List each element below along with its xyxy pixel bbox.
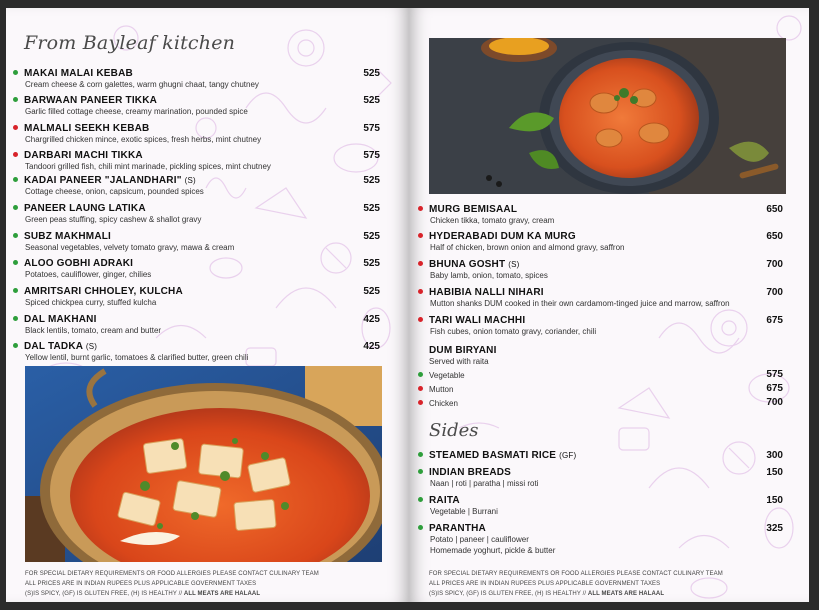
veg-indicator-icon (13, 260, 18, 265)
dish-price: 700 (766, 287, 783, 298)
legend-note: (S)IS SPICY, (GF) IS GLUTEN FREE, (H) IS HEALTHY // ALL MEATS ARE HALAAL (429, 591, 665, 597)
legend-note: (S)IS SPICY, (GF) IS GLUTEN FREE, (H) IS HEALTHY // ALL MEATS ARE HALAAL (25, 591, 261, 597)
nonveg-indicator-icon (418, 261, 423, 266)
dish-description: Seasonal vegetables, velvety tomato gravy, mawa & cream (25, 243, 235, 252)
biryani-option (418, 399, 783, 408)
biryani-option (418, 371, 783, 380)
dish-description: Chicken tikka, tomato gravy, cream (430, 216, 555, 225)
dish-description: Served with raita (429, 357, 489, 366)
dietary-note: FOR SPECIAL DIETARY REQUIREMENTS OR FOOD ALLERGIES PLEASE CONTACT CULINARY TEAM (429, 571, 723, 577)
sides-list (418, 450, 783, 560)
veg-indicator-icon (418, 469, 423, 474)
left-page-footer (25, 569, 319, 599)
dish-price: 525 (363, 68, 380, 79)
veg-indicator-icon (13, 233, 18, 238)
nonveg-indicator-icon (13, 125, 18, 130)
biryani-block (418, 345, 783, 415)
veg-indicator-icon (418, 452, 423, 457)
dish-name: PANEER LAUNG LATIKA (24, 203, 146, 214)
section-title-sides: Sides (429, 420, 479, 441)
dish-name: PARANTHA (429, 523, 486, 534)
veg-indicator-icon (13, 205, 18, 210)
dish-description: Mutton shanks DUM cooked in their own cardamom-tinged juice and marrow, saffron (430, 299, 730, 308)
halaal-note: ALL MEATS ARE HALAAL (183, 591, 261, 597)
halaal-note: ALL MEATS ARE HALAAL (587, 591, 665, 597)
nonveg-indicator-icon (418, 206, 423, 211)
dish-price: 425 (363, 341, 380, 352)
veg-indicator-icon (13, 177, 18, 182)
dietary-note: FOR SPECIAL DIETARY REQUIREMENTS OR FOOD ALLERGIES PLEASE CONTACT CULINARY TEAM (25, 571, 319, 577)
menu-page-left (6, 8, 409, 602)
dish-price: 425 (363, 314, 380, 325)
nonveg-indicator-icon (418, 233, 423, 238)
dish-tag: (GF) (559, 451, 577, 460)
dish-description: Potatoes, cauliflower, ginger, chilies (25, 270, 152, 279)
dish-tag: (S) (85, 342, 98, 351)
dish-description: Naan | roti | paratha | missi roti (430, 479, 539, 488)
option-label: Mutton (429, 385, 454, 394)
dish-description: Potato | paneer | cauliflower (430, 535, 529, 544)
nonveg-indicator-icon (418, 289, 423, 294)
dish-price: 675 (766, 315, 783, 326)
dish-description: Vegetable | Burrani (430, 507, 498, 516)
dish-price: 525 (363, 95, 380, 106)
option-label: Chicken (429, 399, 458, 408)
dish-name: DUM BIRYANI (429, 345, 497, 356)
dish-name: KADAI PANEER "JALANDHARI" (24, 175, 182, 186)
dish-name: RAITA (429, 495, 460, 506)
dish-tag: (S) (184, 176, 196, 185)
veg-indicator-icon (13, 97, 18, 102)
dish-name: DARBARI MACHI TIKKA (24, 150, 143, 161)
dish-description: Yellow lentil, burnt garlic, tomatoes & clarified butter, green chili (25, 353, 249, 362)
dish-price: 525 (363, 175, 380, 186)
dish-price: 150 (766, 495, 783, 506)
option-price: 675 (766, 383, 783, 394)
veg-indicator-icon (418, 497, 423, 502)
dish-name: MAKAI MALAI KEBAB (24, 68, 133, 79)
right-page-footer (429, 569, 723, 599)
section-title-kitchen: From Bayleaf kitchen (24, 32, 236, 54)
dish-price: 325 (766, 523, 783, 534)
dish-description-2: Homemade yoghurt, pickle & butter (430, 546, 556, 555)
veg-indicator-icon (13, 288, 18, 293)
dish-price: 525 (363, 258, 380, 269)
dish-description: Green peas stuffing, spicy cashew & shallot gravy (25, 215, 202, 224)
dish-price: 300 (766, 450, 783, 461)
dish-price: 575 (363, 123, 380, 134)
biryani-option (418, 385, 783, 394)
dish-name: HABIBIA NALLI NIHARI (429, 287, 544, 298)
dish-price: 650 (766, 204, 783, 215)
dish-name: BHUNA GOSHT (429, 259, 506, 270)
veg-indicator-icon (13, 316, 18, 321)
veg-indicator-icon (13, 70, 18, 75)
dish-name: DAL MAKHANI (24, 314, 97, 325)
dish-price: 650 (766, 231, 783, 242)
dish-price: 525 (363, 203, 380, 214)
dish-name: MURG BEMISAAL (429, 204, 518, 215)
dish-name: MALMALI SEEKH KEBAB (24, 123, 150, 134)
right-menu-list (418, 204, 783, 344)
butter-chicken-image (429, 38, 786, 194)
dish-price: 525 (363, 286, 380, 297)
dish-price: 575 (363, 150, 380, 161)
dish-description: Black lentils, tomato, cream and butter (25, 326, 162, 335)
dish-price: 150 (766, 467, 783, 478)
dish-description: Cream cheese & corn galettes, warm ghugni chaat, tangy chutney (25, 80, 259, 89)
nonveg-indicator-icon (13, 152, 18, 157)
tax-note: ALL PRICES ARE IN INDIAN RUPEES PLUS APPLICABLE GOVERNMENT TAXES (25, 581, 257, 587)
dish-name: SUBZ MAKHMALI (24, 231, 112, 242)
veg-indicator-icon (418, 372, 423, 377)
nonveg-indicator-icon (418, 400, 423, 405)
dish-name: ALOO GOBHI ADRAKI (24, 258, 134, 269)
dish-price: 700 (766, 259, 783, 270)
dish-description: Baby lamb, onion, tomato, spices (430, 271, 548, 280)
paneer-curry-image (25, 366, 382, 562)
dish-tag: (S) (508, 260, 520, 269)
option-label: Vegetable (429, 371, 465, 380)
nonveg-indicator-icon (418, 317, 423, 322)
nonveg-indicator-icon (418, 386, 423, 391)
dish-description: Spiced chickpea curry, stuffed kulcha (25, 298, 157, 307)
dish-name: INDIAN BREADS (429, 467, 512, 478)
dish-price: 525 (363, 231, 380, 242)
dish-name: TARI WALI MACHHI (429, 315, 526, 326)
dish-name: STEAMED BASMATI RICE (429, 450, 557, 461)
option-price: 575 (766, 369, 783, 380)
butter-chicken-photo (429, 38, 786, 194)
menu-page-right (409, 8, 809, 602)
option-price: 700 (766, 397, 783, 408)
dish-description: Garlic filled cottage cheese, creamy marination, pounded spice (25, 107, 248, 116)
dish-name: BARWAAN PANEER TIKKA (24, 95, 158, 106)
dish-name: AMRITSARI CHHOLEY, KULCHA (24, 286, 183, 297)
dish-description: Cottage cheese, onion, capsicum, pounded spices (25, 187, 204, 196)
veg-indicator-icon (13, 343, 18, 348)
left-menu-list (13, 68, 380, 368)
dish-description: Chargrilled chicken mince, exotic spices, fresh herbs, mint chutney (25, 135, 262, 144)
dish-description: Fish cubes, onion tomato gravy, coriander, chili (430, 327, 597, 336)
dish-name: DAL TADKA (24, 341, 83, 352)
veg-indicator-icon (418, 525, 423, 530)
dish-description: Half of chicken, brown onion and almond gravy, saffron (430, 243, 625, 252)
paneer-curry-photo (25, 366, 382, 562)
tax-note: ALL PRICES ARE IN INDIAN RUPEES PLUS APPLICABLE GOVERNMENT TAXES (429, 581, 661, 587)
dish-description: Tandoori grilled fish, chili mint marinade, pickling spices, mint chutney (25, 162, 271, 171)
dish-name: HYDERABADI DUM KA MURG (429, 231, 576, 242)
